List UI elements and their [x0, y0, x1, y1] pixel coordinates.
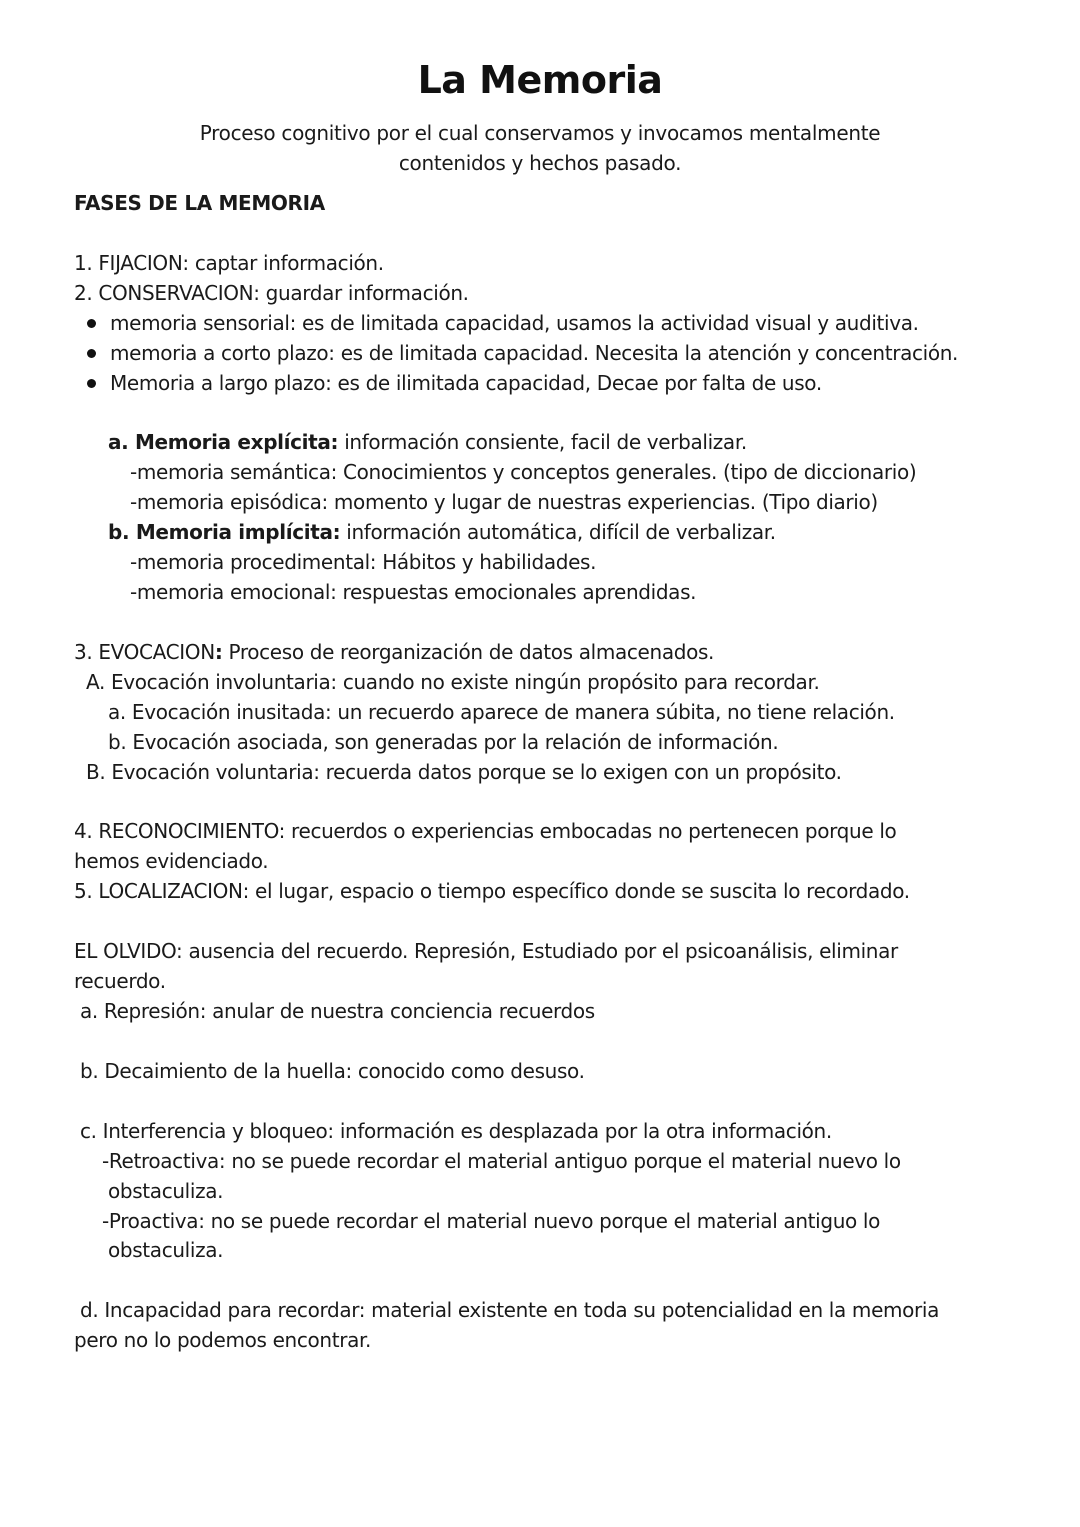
- implicit-memory: [108, 517, 776, 547]
- bullet-item: memoria a corto plazo: es de limitada capacidad. Necesita la atención y concentración.: [110, 341, 959, 365]
- olvido-incapacidad-line-1: d. Incapacidad para recordar: material existente en toda su potencialidad en la memoria: [80, 1298, 940, 1322]
- procedural-memory: -memoria procedimental: Hábitos y habilidades.: [130, 550, 597, 574]
- olvido-line-2: recuerdo.: [74, 969, 166, 993]
- evocacion-asociada: b. Evocación asociada, son generadas por la relación de información.: [108, 730, 779, 754]
- phase-reconocimiento-line-1: 4. RECONOCIMIENTO: recuerdos o experiencias embocadas no pertenecen porque lo: [74, 819, 897, 843]
- explicit-memory: [108, 427, 747, 457]
- olvido-incapacidad-line-2: pero no lo podemos encontrar.: [74, 1328, 372, 1352]
- phase-conservacion: 2. CONSERVACION: guardar información.: [74, 281, 469, 305]
- bullet-icon: [87, 319, 96, 328]
- bullet-item: memoria sensorial: es de limitada capacidad, usamos la actividad visual y auditiva.: [110, 311, 919, 335]
- olvido-represion: a. Represión: anular de nuestra conciencia recuerdos: [80, 999, 595, 1023]
- retroactiva-line-1: -Retroactiva: no se puede recordar el material antiguo porque el material nuevo lo: [102, 1149, 901, 1173]
- explicit-memory-text: información consiente, facil de verbalizar.: [338, 430, 747, 454]
- phase-localizacion: 5. LOCALIZACION: el lugar, espacio o tiempo específico donde se suscita lo recordado.: [74, 879, 910, 903]
- episodic-memory: -memoria episódica: momento y lugar de nuestras experiencias. (Tipo diario): [130, 490, 878, 514]
- evocacion-colon: :: [214, 640, 223, 664]
- section-heading: FASES DE LA MEMORIA: [74, 191, 325, 215]
- subtitle-line-1: Proceso cognitivo por el cual conservamos y invocamos mentalmente: [199, 121, 881, 145]
- retroactiva-line-2: obstaculiza.: [108, 1179, 224, 1203]
- subtitle-line-2: contenidos y hechos pasado.: [398, 151, 682, 175]
- olvido-line-1: EL OLVIDO: ausencia del recuerdo. Represión, Estudiado por el psicoanálisis, eliminar: [74, 939, 898, 963]
- phase-evocacion: [74, 637, 714, 667]
- emotional-memory: -memoria emocional: respuestas emocionales aprendidas.: [130, 580, 697, 604]
- olvido-interferencia: c. Interferencia y bloqueo: información es desplazada por la otra información.: [80, 1119, 832, 1143]
- explicit-memory-label: a. Memoria explícita:: [108, 430, 339, 454]
- page-title: La Memoria: [417, 58, 663, 102]
- implicit-memory-text: información automática, difícil de verbalizar.: [340, 520, 776, 544]
- phase-fijacion: 1. FIJACION: captar información.: [74, 251, 384, 275]
- bullet-icon: [87, 379, 96, 388]
- olvido-decaimiento: b. Decaimiento de la huella: conocido como desuso.: [80, 1059, 585, 1083]
- implicit-memory-label: b. Memoria implícita:: [108, 520, 341, 544]
- evocacion-inusitada: a. Evocación inusitada: un recuerdo aparece de manera súbita, no tiene relación.: [108, 700, 895, 724]
- subtitle: [150, 118, 930, 178]
- semantic-memory: -memoria semántica: Conocimientos y conceptos generales. (tipo de diccionario): [130, 460, 917, 484]
- bullet-item: Memoria a largo plazo: es de ilimitada capacidad, Decae por falta de uso.: [110, 371, 822, 395]
- evocacion-label: 3. EVOCACION: [74, 640, 215, 664]
- proactiva-line-1: -Proactiva: no se puede recordar el material nuevo porque el material antiguo lo: [102, 1209, 881, 1233]
- evocacion-voluntaria: B. Evocación voluntaria: recuerda datos porque se lo exigen con un propósito.: [86, 760, 842, 784]
- proactiva-line-2: obstaculiza.: [108, 1238, 224, 1262]
- evocacion-involuntaria: A. Evocación involuntaria: cuando no existe ningún propósito para recordar.: [86, 670, 820, 694]
- bullet-icon: [87, 349, 96, 358]
- phase-reconocimiento-line-2: hemos evidenciado.: [74, 849, 269, 873]
- evocacion-text: Proceso de reorganización de datos almacenados.: [222, 640, 715, 664]
